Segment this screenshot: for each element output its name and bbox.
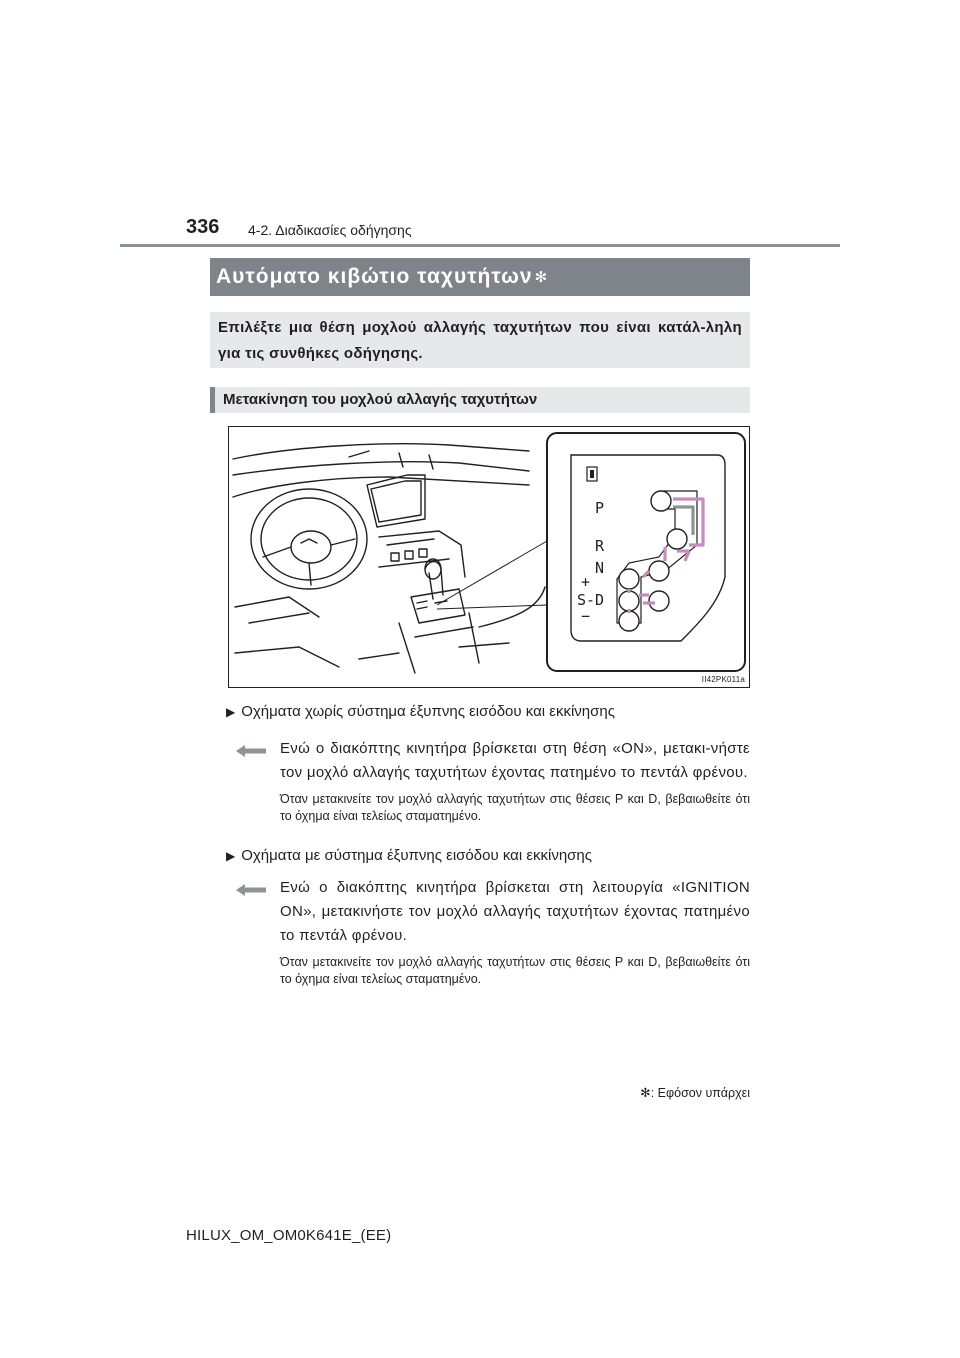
gear-label-n: N xyxy=(595,559,605,577)
subheading: Μετακίνηση του μοχλού αλλαγής ταχυτήτων xyxy=(210,387,750,413)
document-code: HILUX_OM_OM0K641E_(EE) xyxy=(186,1227,392,1244)
condition-smart-key xyxy=(226,847,592,864)
figure-code: II42PK011a xyxy=(701,675,745,684)
footnote-text: : Εφόσον υπάρχει xyxy=(650,1086,750,1100)
condition-smart-key-label: Οχήματα με σύστημα έξυπνης εισόδου και εκκίνησης xyxy=(241,847,593,864)
page-title-text: Αυτόματο κιβώτιο ταχυτήτων xyxy=(216,265,533,288)
step-note: Όταν μετακινείτε τον μοχλό αλλαγής ταχυτήτων στις θέσεις P και D, βεβαιωθείτε ότι το όχημα είναι τελείως σταματημένο. xyxy=(280,955,750,986)
triangle-bullet-icon: ▶ xyxy=(226,704,236,719)
asterisk-icon: ✻ xyxy=(534,269,549,286)
step-note: Όταν μετακινείτε τον μοχλό αλλαγής ταχυτήτων στις θέσεις P και D, βεβαιωθείτε ότι το όχημα είναι τελείως σταματημένο. xyxy=(280,792,750,823)
step-instruction: Ενώ ο διακόπτης κινητήρα βρίσκεται στη θέση «ΟΝ», μετακι-νήστε τον μοχλό αλλαγής ταχυτήτων έχοντας πατημένο το πεντάλ φρένου. xyxy=(280,740,750,781)
step-arrow-icon xyxy=(236,745,266,757)
footnote xyxy=(640,1085,750,1100)
page-title xyxy=(210,258,750,296)
gear-label-plus: + xyxy=(581,573,591,591)
gear-label-r: R xyxy=(595,537,605,555)
triangle-bullet-icon: ▶ xyxy=(226,848,236,863)
condition-no-smart-key xyxy=(226,703,615,720)
gear-label-p: P xyxy=(595,499,605,517)
header-divider xyxy=(120,244,840,247)
step-smart-key xyxy=(232,876,750,988)
step-arrow-icon xyxy=(236,884,266,896)
shift-lever-illustration xyxy=(228,426,750,688)
condition-no-smart-key-label: Οχήματα χωρίς σύστημα έξυπνης εισόδου και εκκίνησης xyxy=(241,703,615,720)
cockpit-drawing xyxy=(229,427,750,688)
section-path: 4-2. Διαδικασίες οδήγησης xyxy=(248,222,412,238)
page-number: 336 xyxy=(186,216,220,238)
gear-label-minus: − xyxy=(581,607,591,625)
gear-label-sd: S-D xyxy=(577,591,605,609)
step-no-smart-key xyxy=(232,737,750,825)
asterisk-icon: ✻ xyxy=(640,1086,651,1100)
step-instruction: Ενώ ο διακόπτης κινητήρα βρίσκεται στη λειτουργία «IGNITION ON», μετακινήστε τον μοχλό αλλαγής ταχυτήτων έχοντας πατημένο το πεντάλ φρένου. xyxy=(280,879,750,944)
intro-summary: Επιλέξτε μια θέση μοχλού αλλαγής ταχυτήτων που είναι κατάλ-ληλη για τις συνθήκες οδήγησης. xyxy=(210,312,750,368)
